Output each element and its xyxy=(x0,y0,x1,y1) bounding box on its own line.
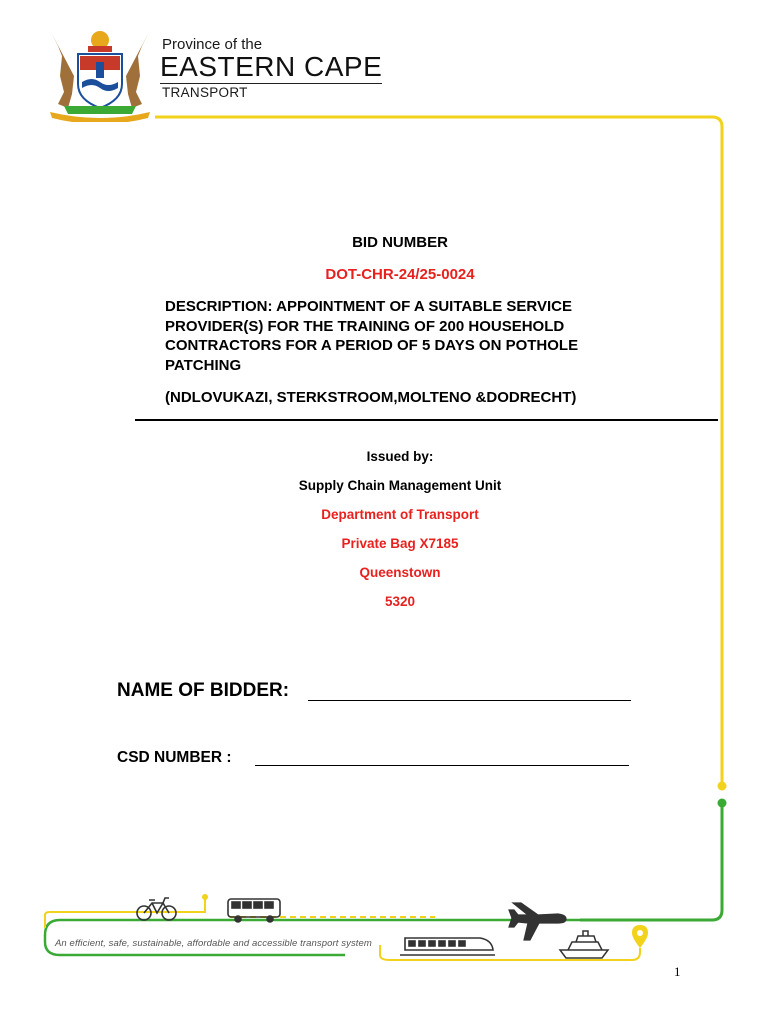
section-divider xyxy=(135,419,718,421)
bid-number-value: DOT-CHR-24/25-0024 xyxy=(325,266,475,283)
issuer-unit: Supply Chain Management Unit xyxy=(298,478,502,493)
airplane-icon xyxy=(509,903,566,940)
issuer-department: Department of Transport xyxy=(321,507,479,522)
description-line: PATCHING xyxy=(165,356,242,374)
location-pin-icon xyxy=(632,925,648,948)
bicycle-icon xyxy=(137,898,176,920)
train-icon xyxy=(400,938,495,955)
bid-description xyxy=(165,297,705,375)
province-line: Province of the xyxy=(162,36,263,53)
issuer-city: Queenstown xyxy=(359,565,441,580)
issuer-postal-code: 5320 xyxy=(384,594,416,609)
issued-by-label: Issued by: xyxy=(366,449,434,464)
ship-icon xyxy=(560,931,608,958)
bid-areas: (NDLOVUKAZI, STERKSTROOM,MOLTENO &DODRECHT) xyxy=(165,389,577,406)
department-name: TRANSPORT xyxy=(162,85,248,100)
page-number: 1 xyxy=(674,964,681,979)
bus-icon xyxy=(228,899,280,922)
name-of-bidder-label: NAME OF BIDDER: xyxy=(117,680,290,701)
bid-number-label: BID NUMBER xyxy=(352,234,448,251)
issuer-address: Private Bag X7185 xyxy=(341,536,459,551)
header-divider xyxy=(160,83,382,84)
footer-tagline: An efficient, safe, sustainable, affordable and accessible transport system xyxy=(55,938,372,949)
name-of-bidder-field[interactable] xyxy=(308,700,631,701)
description-line: CONTRACTORS FOR A PERIOD OF 5 DAYS ON POTHOLE xyxy=(165,337,579,354)
coat-of-arms-icon xyxy=(44,26,156,122)
description-line: DESCRIPTION: APPOINTMENT OF A SUITABLE SERVICE xyxy=(165,298,572,315)
description-line: PROVIDER(S) FOR THE TRAINING OF 200 HOUSEHOLD xyxy=(165,317,565,335)
csd-number-field[interactable] xyxy=(255,765,629,766)
province-name: EASTERN CAPE xyxy=(160,51,383,82)
csd-number-label: CSD NUMBER : xyxy=(117,749,232,766)
